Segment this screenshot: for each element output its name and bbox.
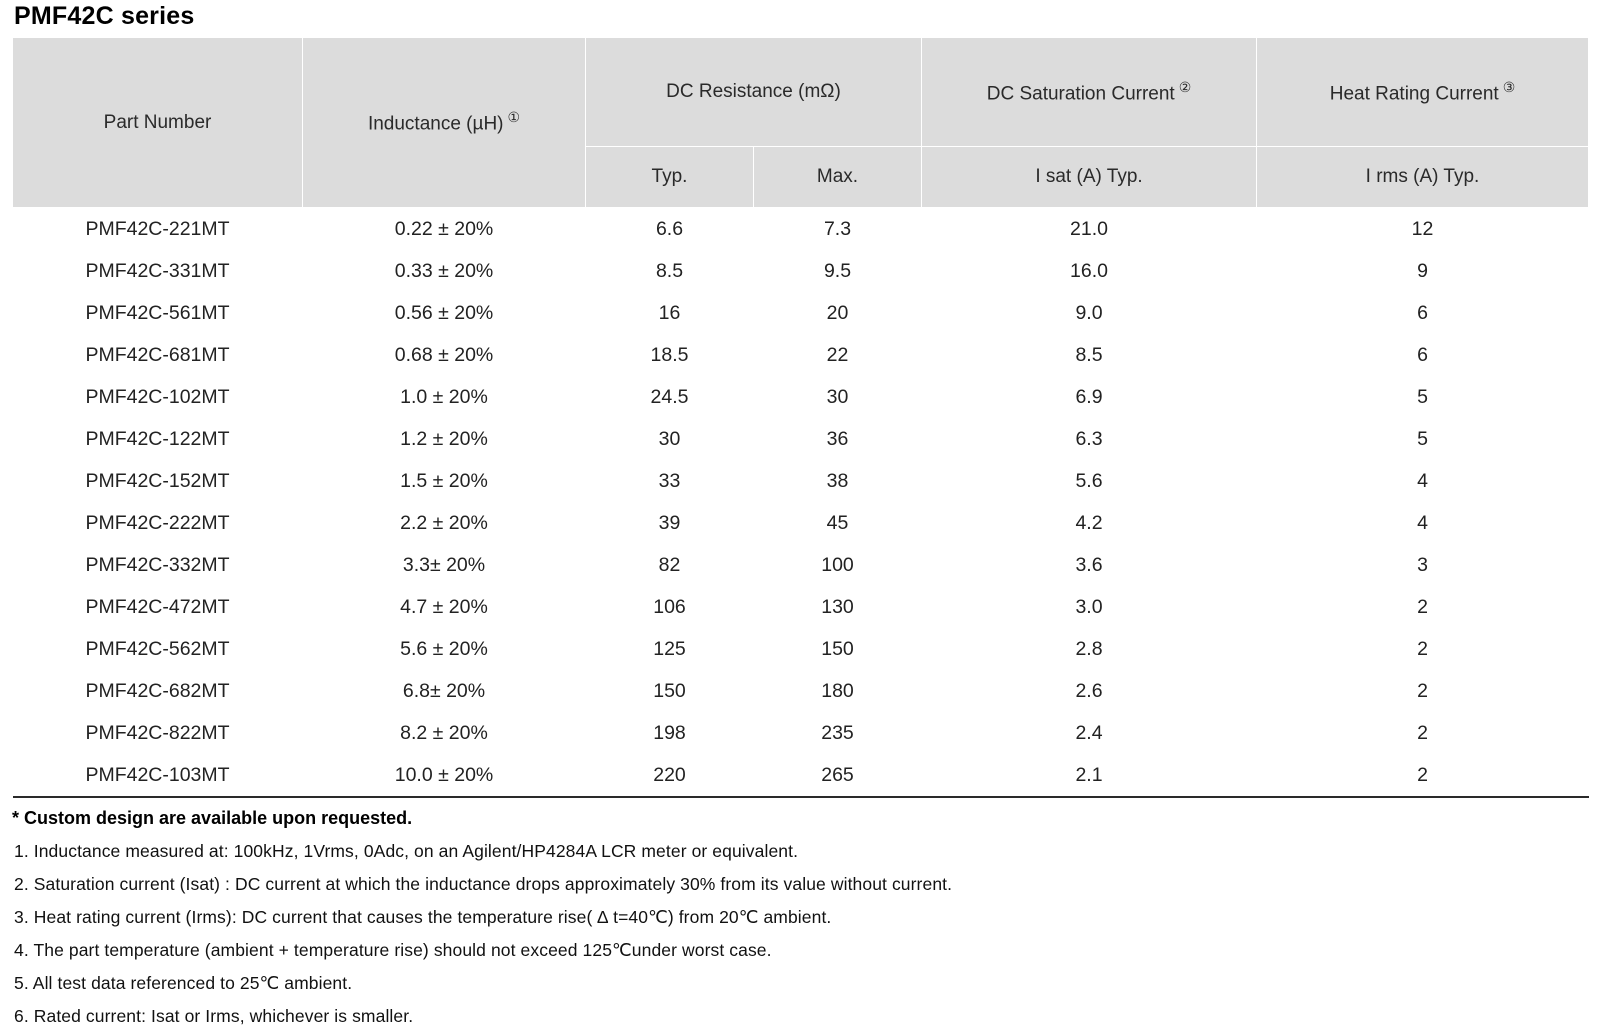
cell-rdc-max: 9.5 [754,250,922,292]
note-item-6: 6. Rated current: Isat or Irms, whichever is smaller. [14,1006,414,1026]
cell-rdc-max: 45 [754,502,922,544]
cell-inductance: 0.33 ± 20% [303,250,586,292]
cell-part-number: PMF42C-102MT [13,376,303,418]
footnote-marker-1: ① [507,109,521,126]
cell-rdc-typ: 6.6 [586,208,754,251]
note-item-4: 4. The part temperature (ambient + temperature rise) should not exceed 125℃under worst case. [14,940,772,960]
column-header-part-number: Part Number [13,38,303,208]
cell-rdc-typ: 16 [586,292,754,334]
heat-rating-text: Heat Rating Current [1329,83,1499,105]
cell-irms: 5 [1257,376,1589,418]
column-header-dc-saturation-current [922,38,1257,147]
cell-rdc-max: 100 [754,544,922,586]
column-header-heat-rating-current [1257,38,1589,147]
cell-irms: 2 [1257,670,1589,712]
cell-inductance: 2.2 ± 20% [303,502,586,544]
column-header-irms-units: I rms (A) Typ. [1257,147,1589,208]
cell-isat: 3.0 [922,586,1257,628]
cell-rdc-max: 235 [754,712,922,754]
cell-rdc-typ: 39 [586,502,754,544]
column-header-dc-saturation-label [926,79,1252,105]
table-row [13,250,1589,292]
cell-rdc-max: 22 [754,334,922,376]
cell-inductance: 10.0 ± 20% [303,754,586,797]
cell-part-number: PMF42C-332MT [13,544,303,586]
table-row [13,754,1589,797]
cell-part-number: PMF42C-221MT [13,208,303,251]
cell-rdc-max: 180 [754,670,922,712]
column-header-heat-rating-label [1261,79,1584,105]
table-row [13,628,1589,670]
table-row [13,460,1589,502]
cell-rdc-max: 130 [754,586,922,628]
cell-irms: 2 [1257,628,1589,670]
cell-inductance: 1.5 ± 20% [303,460,586,502]
cell-rdc-typ: 30 [586,418,754,460]
cell-part-number: PMF42C-562MT [13,628,303,670]
cell-rdc-max: 30 [754,376,922,418]
table-row [13,712,1589,754]
cell-rdc-typ: 220 [586,754,754,797]
cell-part-number: PMF42C-103MT [13,754,303,797]
cell-irms: 6 [1257,334,1589,376]
cell-part-number: PMF42C-561MT [13,292,303,334]
cell-irms: 2 [1257,586,1589,628]
cell-isat: 2.1 [922,754,1257,797]
cell-isat: 8.5 [922,334,1257,376]
column-header-inductance [303,38,586,208]
cell-isat: 2.6 [922,670,1257,712]
table-row [13,208,1589,251]
specifications-table [12,37,1589,798]
cell-part-number: PMF42C-681MT [13,334,303,376]
cell-inductance: 5.6 ± 20% [303,628,586,670]
table-row [13,418,1589,460]
column-header-rdc-max: Max. [754,147,922,208]
cell-isat: 3.6 [922,544,1257,586]
cell-rdc-max: 265 [754,754,922,797]
table-body [13,208,1589,798]
cell-irms: 4 [1257,502,1589,544]
cell-isat: 4.2 [922,502,1257,544]
cell-inductance: 1.2 ± 20% [303,418,586,460]
note-item-1: 1. Inductance measured at: 100kHz, 1Vrms, 0Adc, on an Agilent/HP4284A LCR meter or equivalent. [14,841,799,861]
cell-rdc-max: 7.3 [754,208,922,251]
cell-rdc-typ: 198 [586,712,754,754]
cell-inductance: 0.22 ± 20% [303,208,586,251]
cell-irms: 12 [1257,208,1589,251]
cell-rdc-typ: 82 [586,544,754,586]
column-header-isat-units: I sat (A) Typ. [922,147,1257,208]
cell-inductance: 1.0 ± 20% [303,376,586,418]
cell-rdc-typ: 8.5 [586,250,754,292]
cell-isat: 6.3 [922,418,1257,460]
cell-irms: 2 [1257,754,1589,797]
cell-isat: 2.8 [922,628,1257,670]
table-row [13,502,1589,544]
column-header-inductance-label: Inductance (µH) [367,113,504,135]
notes-section [10,808,1590,1027]
cell-rdc-typ: 125 [586,628,754,670]
cell-irms: 3 [1257,544,1589,586]
cell-inductance: 8.2 ± 20% [303,712,586,754]
cell-part-number: PMF42C-682MT [13,670,303,712]
note-item-3: 3. Heat rating current (Irms): DC current that causes the temperature rise( ∆ t=40℃) from 20℃ ambient. [14,907,832,927]
cell-part-number: PMF42C-822MT [13,712,303,754]
cell-irms: 2 [1257,712,1589,754]
note-item-2: 2. Saturation current (Isat) : DC current at which the inductance drops approximately 30% from its value without current. [14,874,953,894]
cell-rdc-typ: 18.5 [586,334,754,376]
cell-part-number: PMF42C-222MT [13,502,303,544]
table-row [13,334,1589,376]
cell-part-number: PMF42C-472MT [13,586,303,628]
note-custom-design: * Custom design are available upon requested. [12,808,413,828]
cell-inductance: 6.8± 20% [303,670,586,712]
cell-isat: 5.6 [922,460,1257,502]
cell-isat: 2.4 [922,712,1257,754]
cell-rdc-max: 20 [754,292,922,334]
datasheet-page [0,2,1600,1026]
table-header [13,38,1589,208]
cell-isat: 21.0 [922,208,1257,251]
cell-inductance: 0.68 ± 20% [303,334,586,376]
cell-isat: 6.9 [922,376,1257,418]
footnote-marker-3: ③ [1502,78,1516,95]
cell-irms: 9 [1257,250,1589,292]
table-row [13,586,1589,628]
note-item-5: 5. All test data referenced to 25℃ ambient. [14,973,353,993]
cell-irms: 6 [1257,292,1589,334]
cell-rdc-typ: 24.5 [586,376,754,418]
column-header-rdc-typ: Typ. [586,147,754,208]
column-header-dc-resistance: DC Resistance (mΩ) [586,38,922,147]
table-row [13,376,1589,418]
cell-irms: 5 [1257,418,1589,460]
cell-inductance: 0.56 ± 20% [303,292,586,334]
cell-irms: 4 [1257,460,1589,502]
footnote-marker-2: ② [1178,78,1192,95]
table-row [13,544,1589,586]
cell-isat: 16.0 [922,250,1257,292]
cell-isat: 9.0 [922,292,1257,334]
cell-rdc-max: 150 [754,628,922,670]
cell-part-number: PMF42C-152MT [13,460,303,502]
page-title: PMF42C series [14,2,195,30]
cell-rdc-typ: 150 [586,670,754,712]
table-row [13,292,1589,334]
cell-rdc-max: 36 [754,418,922,460]
cell-rdc-max: 38 [754,460,922,502]
table-row [13,670,1589,712]
cell-inductance: 3.3± 20% [303,544,586,586]
cell-inductance: 4.7 ± 20% [303,586,586,628]
cell-rdc-typ: 106 [586,586,754,628]
dc-saturation-text: DC Saturation Current [986,83,1175,105]
cell-rdc-typ: 33 [586,460,754,502]
cell-part-number: PMF42C-122MT [13,418,303,460]
cell-part-number: PMF42C-331MT [13,250,303,292]
